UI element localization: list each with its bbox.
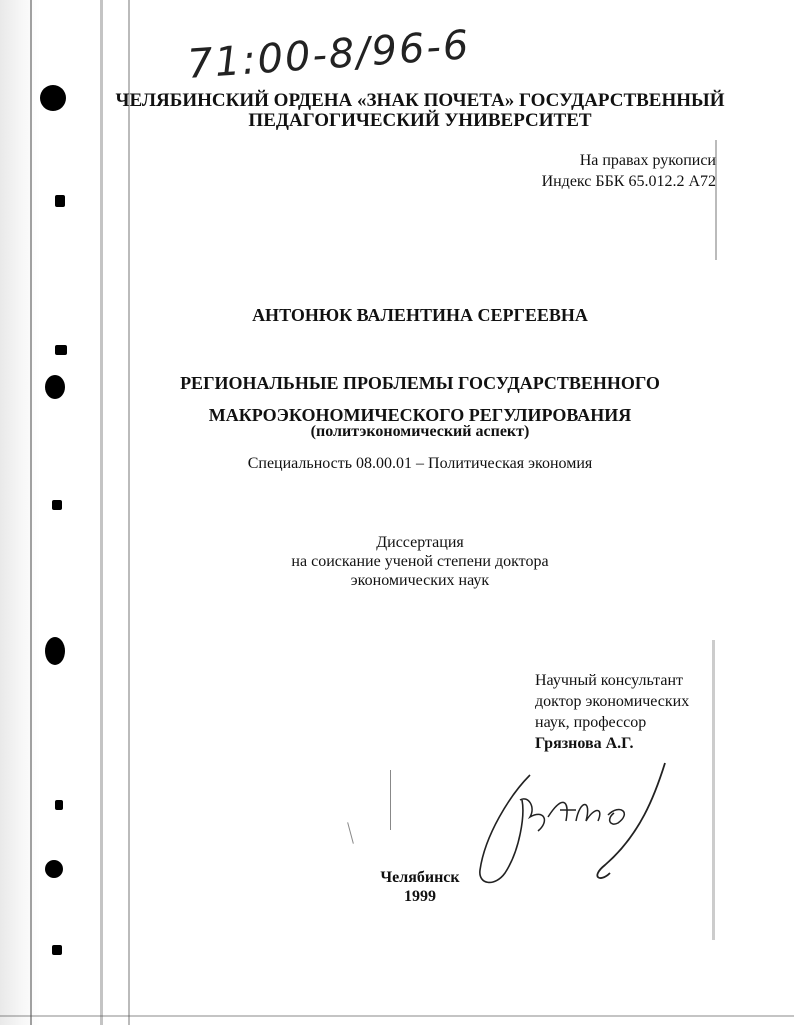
rights-block [542,150,716,192]
pen-stroke [390,770,391,830]
scan-edge-line [0,1015,794,1017]
archive-handwritten-code: 71:00-8/96-6 [185,22,472,88]
consultant-name: Грязнова А.Г. [535,735,634,752]
thesis-title-line2: МАКРОЭКОНОМИЧЕСКОГО РЕГУЛИРОВАНИЯ [208,405,632,425]
scan-edge-line [128,0,130,1025]
scan-edge-line [712,640,715,940]
university-name-line2: ПЕДАГОГИЧЕСКИЙ УНИВЕРСИТЕТ [248,110,592,131]
scan-speck [55,345,67,355]
thesis-subtitle: (политэкономический аспект) [310,423,530,440]
punch-hole-mark [45,375,65,399]
scan-edge-line [100,0,103,1025]
consultant-label: Научный консультант [535,672,683,689]
thesis-title-line1: РЕГИОНАЛЬНЫЕ ПРОБЛЕМЫ ГОСУДАРСТВЕННОГО [180,373,660,393]
year: 1999 [404,888,436,905]
scan-speck [55,195,65,207]
scan-speck [52,945,62,955]
city-year-block [360,868,480,906]
author-name: АНТОНЮК ВАЛЕНТИНА СЕРГЕЕВНА [252,305,588,325]
consultant-degree: доктор экономических [535,693,690,710]
consultant-block [535,670,689,754]
dissertation-block [170,533,670,590]
scan-speck [55,800,63,810]
dissertation-label: Диссертация [376,534,464,551]
bbk-index: Индекс ББК 65.012.2 А72 [541,173,716,190]
punch-hole-mark [45,637,65,665]
specialty: Специальность 08.00.01 – Политическая экономия [247,455,593,472]
degree-field: экономических наук [350,572,490,589]
degree-line: на соискание ученой степени доктора [291,553,549,570]
scan-speck [52,500,62,510]
rights-manuscript-label: На правах рукописи [579,152,716,169]
handwritten-signature [470,755,680,895]
scan-edge-line [30,0,32,1025]
consultant-title: наук, профессор [535,714,647,731]
punch-hole-mark [45,860,63,878]
pen-stroke [347,822,354,844]
punch-hole-mark [40,85,66,111]
university-name-line1: ЧЕЛЯБИНСКИЙ ОРДЕНА «ЗНАК ПОЧЕТА» ГОСУДАРСТВЕННЫЙ [115,90,725,111]
city: Челябинск [380,869,460,886]
